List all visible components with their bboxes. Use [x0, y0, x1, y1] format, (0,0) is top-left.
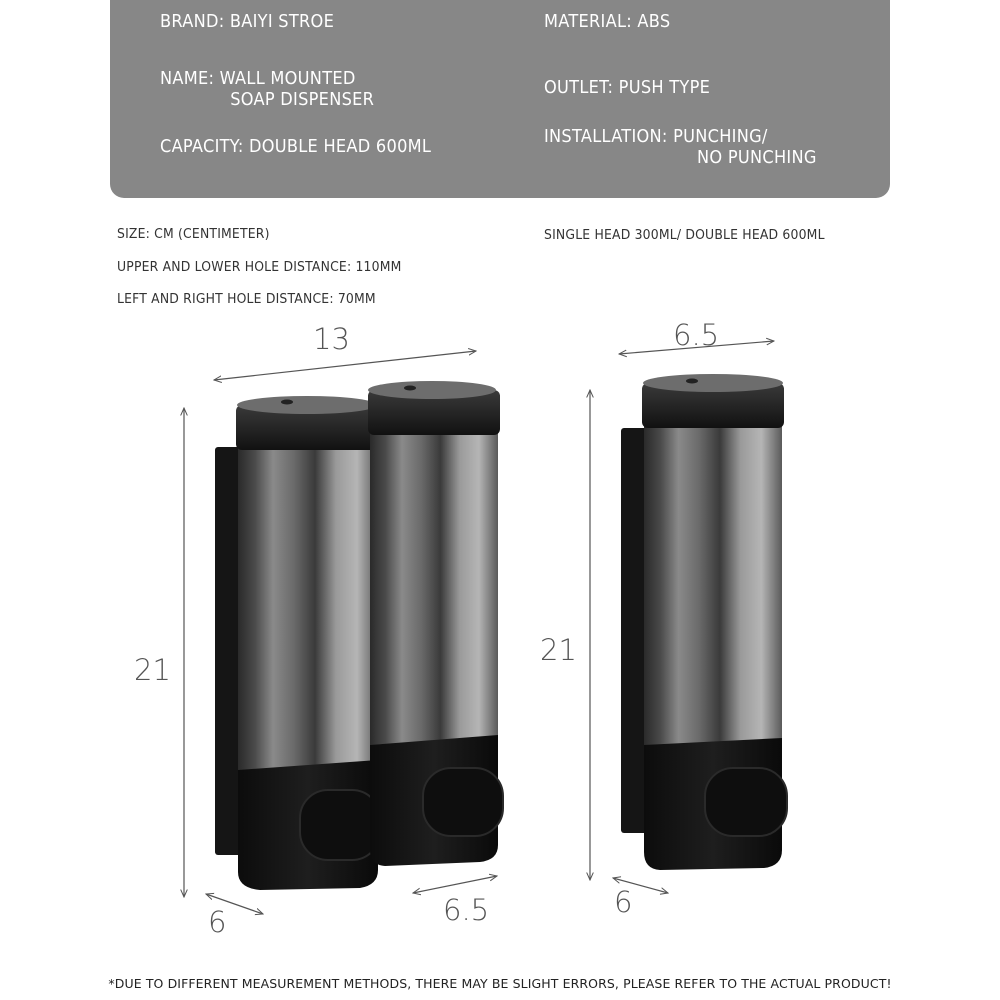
note-size-unit: SIZE: CM (CENTIMETER) [117, 226, 270, 242]
single-depth-label: 6 [614, 885, 633, 919]
double-dispenser [215, 381, 503, 890]
spec-brand: BRAND: BAIYI STROE [160, 11, 335, 32]
note-left-right-hole: LEFT AND RIGHT HOLE DISTANCE: 70MM [117, 291, 376, 307]
spec-outlet: OUTLET: PUSH TYPE [544, 77, 711, 98]
spec-material: MATERIAL: ABS [544, 11, 671, 32]
double-width-label: 13 [313, 322, 350, 356]
single-dispenser [621, 374, 787, 870]
measurement-disclaimer: *DUE TO DIFFERENT MEASUREMENT METHODS, THERE MAY BE SLIGHT ERRORS, PLEASE REFER TO THE ACTUAL PRODUCT! [108, 976, 892, 991]
double-height-label: 21 [134, 653, 171, 687]
double-depth-label: 6 [208, 905, 227, 939]
note-upper-lower-hole: UPPER AND LOWER HOLE DISTANCE: 110MM [117, 259, 402, 275]
spec-capacity: CAPACITY: DOUBLE HEAD 600ML [160, 136, 432, 157]
spec-installation-line2: NO PUNCHING [697, 147, 817, 168]
single-height-label: 21 [540, 633, 577, 667]
note-capacity-options: SINGLE HEAD 300ML/ DOUBLE HEAD 600ML [544, 227, 825, 243]
spec-name-line2: SOAP DISPENSER [230, 89, 375, 110]
spec-installation-line1: INSTALLATION: PUNCHING/ [544, 126, 768, 147]
spec-name-line1: NAME: WALL MOUNTED [160, 68, 356, 89]
double-head-width-arrow [413, 876, 497, 893]
single-width-label: 6.5 [673, 318, 720, 352]
double-head-width-label: 6.5 [443, 893, 490, 927]
